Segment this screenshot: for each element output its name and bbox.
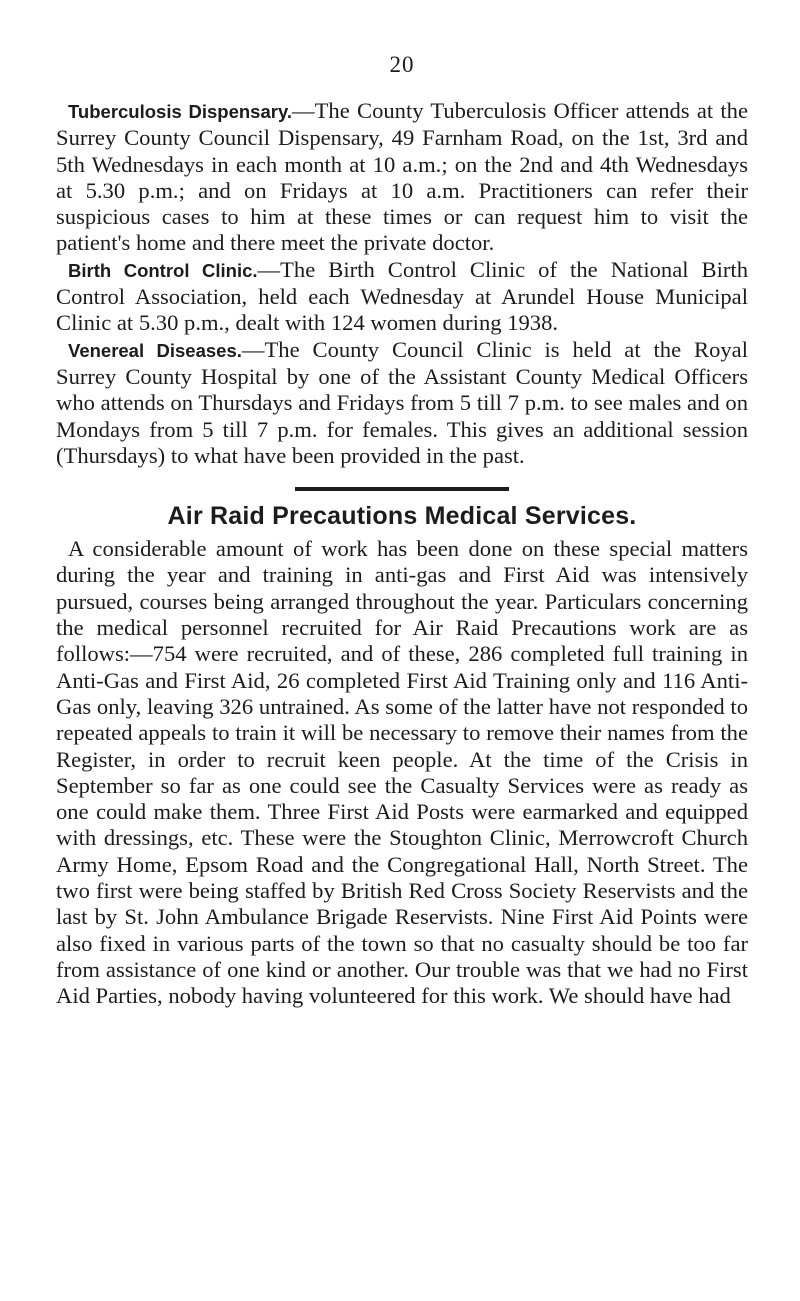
birth-control-clinic-text: —The Birth Control Clinic of the National Birth Control Association, held each Wednesday at Arundel House Municipal Clinic at 5.30 p.m., dealt with 124 women during 1938. xyxy=(56,256,748,336)
birth-control-clinic-paragraph xyxy=(56,257,748,337)
tuberculosis-dispensary-text: —The County Tuberculosis Officer attends at the Surrey County Council Dispensary, 49 Farnham Road, on the 1st, 3rd and 5th Wednesdays in each month at 10 a.m.; on the 2nd and 4th Wednesdays at 5.30 p.m.; and on Fridays at 10 a.m. Practitioners can refer their suspicious cases to him at these times or can request him to visit the patient's home and there meet the private doctor. xyxy=(56,98,749,256)
venereal-diseases-text: —The County Council Clinic is held at the Royal Surrey County Hospital by one of the Assistant County Medical Officers who attends on Thursdays and Fridays from 5 till 7 p.m. to see males and on Mondays from 5 till 7 p.m. for females. This gives an additional session (Thursdays) to what have been provided in the past. xyxy=(56,336,748,468)
section-heading: Air Raid Precautions Medical Services. xyxy=(167,502,637,531)
air-raid-precautions-paragraph: A considerable amount of work has been done on these special matters during the year and training in anti-gas and First Aid was intensively pursued, courses being arranged throughout the year. Particulars concerning the medical personnel recruited for Air Raid Precautions work are as follows:—754 were recruited, and of these, 286 completed full training in Anti-Gas and First Aid, 26 completed First Aid Training only and 116 Anti-Gas only, leaving 326 untrained. As some of the latter have not responded to repeated appeals to train it will be necessary to remove their names from the Register, in order to recruit keen people. At the time of the Crisis in September so far as one could see the Casualty Services were as ready as one could make them. Three First Aid Posts were earmarked and equipped with dressings, etc. These were the Stoughton Clinic, Merrowcroft Church Army Home, Epsom Road and the Congregational Hall, North Street. The two first were being staffed by British Red Cross Society Reservists and the last by St. John Ambulance Brigade Reservists. Nine First Aid Points were also fixed in various parts of the town so that no casualty should be too far from assistance of one kind or another. Our trouble was that we had no First Aid Parties, nobody having volunteered for this work. We should have had xyxy=(56,536,748,1009)
birth-control-clinic-heading: Birth Control Clinic. xyxy=(68,259,258,281)
page-number: 20 xyxy=(389,52,415,77)
venereal-diseases-paragraph xyxy=(56,337,748,469)
tuberculosis-dispensary-paragraph xyxy=(56,98,748,257)
document-page xyxy=(56,52,748,1010)
venereal-diseases-heading: Venereal Diseases. xyxy=(68,339,242,361)
tuberculosis-dispensary-heading: Tuberculosis Dispensary. xyxy=(68,101,293,122)
section-divider xyxy=(295,487,509,491)
